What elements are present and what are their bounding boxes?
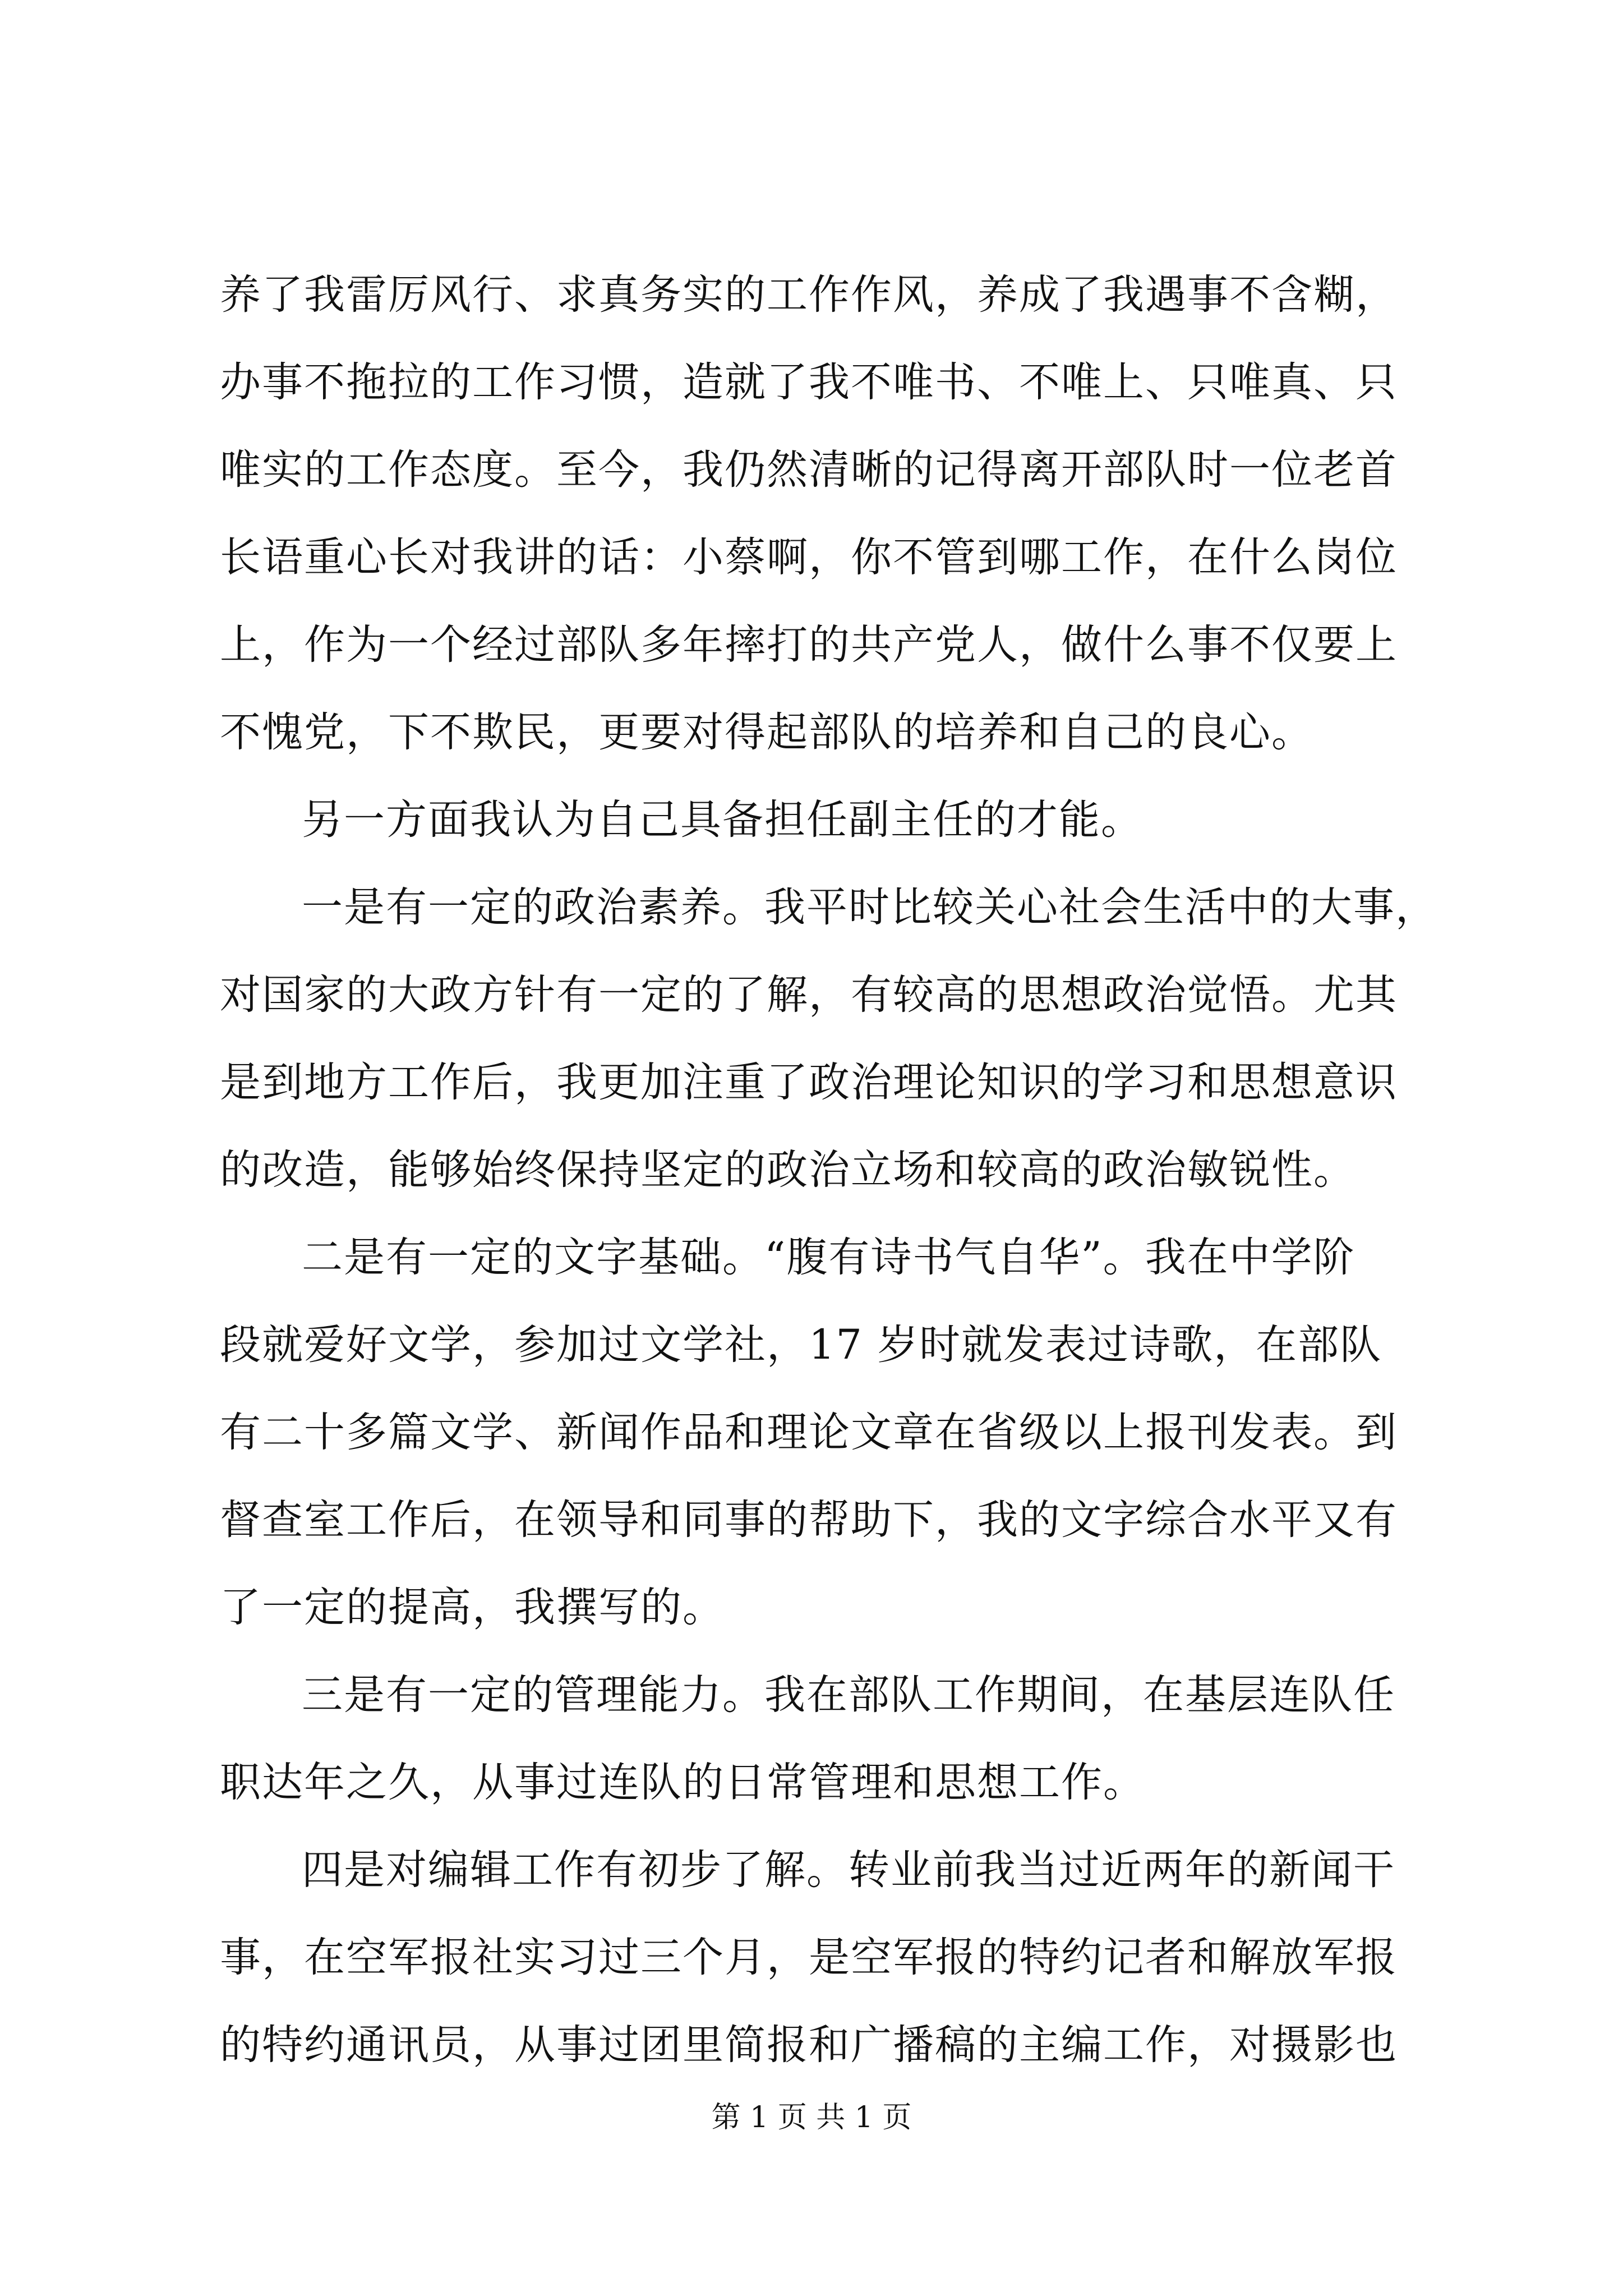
text-line: 长语重心长对我讲的话：小蔡啊，你不管到哪工作，在什么岗位 [220, 533, 1398, 581]
text-line: 有二十多篇文学、新闻作品和理论文章在省级以上报刊发表。到 [220, 1409, 1398, 1456]
paragraph-first-line: 二是有一定的文字基础。“腹有诗书气自华”。我在中学阶 [302, 1234, 1355, 1281]
text-line: 职达年之久，从事过连队的日常管理和思想工作。 [220, 1759, 1145, 1806]
text-line: 了一定的提高，我撰写的。 [220, 1584, 725, 1631]
text-line: 上，作为一个经过部队多年摔打的共产党人，做什么事不仅要上 [220, 621, 1398, 669]
text-line: 对国家的大政方针有一定的了解，有较高的思想政治觉悟。尤其 [220, 971, 1398, 1019]
text-line: 的特约通讯员，从事过团里简报和广播稿的主编工作，对摄影也 [220, 2021, 1398, 2069]
text-line: 唯实的工作态度。至今，我仍然清晰的记得离开部队时一位老首 [220, 446, 1398, 494]
paragraph-first-line: 四是对编辑工作有初步了解。转业前我当过近两年的新闻干 [302, 1846, 1395, 1894]
text-line: 事，在空军报社实习过三个月，是空军报的特约记者和解放军报 [220, 1934, 1398, 1981]
text-line: 督查室工作后，在领导和同事的帮助下，我的文字综合水平又有 [220, 1496, 1398, 1544]
text-line: 段就爱好文学，参加过文学社，17 岁时就发表过诗歌，在部队 [220, 1321, 1382, 1369]
paragraph-first-line: 三是有一定的管理能力。我在部队工作期间，在基层连队任 [302, 1671, 1395, 1719]
text-line: 的改造，能够始终保持坚定的政治立场和较高的政治敏锐性。 [220, 1146, 1355, 1194]
text-line: 是到地方工作后，我更加注重了政治理论知识的学习和思想意识 [220, 1059, 1398, 1106]
paragraph-first-line: 一是有一定的政治素养。我平时比较关心社会生活中的大事， [302, 884, 1437, 931]
text-line: 办事不拖拉的工作习惯，造就了我不唯书、不唯上、只唯真、只 [220, 358, 1398, 406]
page-number-footer: 第 1 页 共 1 页 [711, 2101, 912, 2134]
text-line: 不愧党，下不欺民，更要对得起部队的培养和自己的良心。 [220, 708, 1313, 756]
text-line: 养了我雷厉风行、求真务实的工作作风，养成了我遇事不含糊， [220, 271, 1398, 319]
paragraph-first-line: 另一方面我认为自己具备担任副主任的才能。 [302, 796, 1143, 844]
